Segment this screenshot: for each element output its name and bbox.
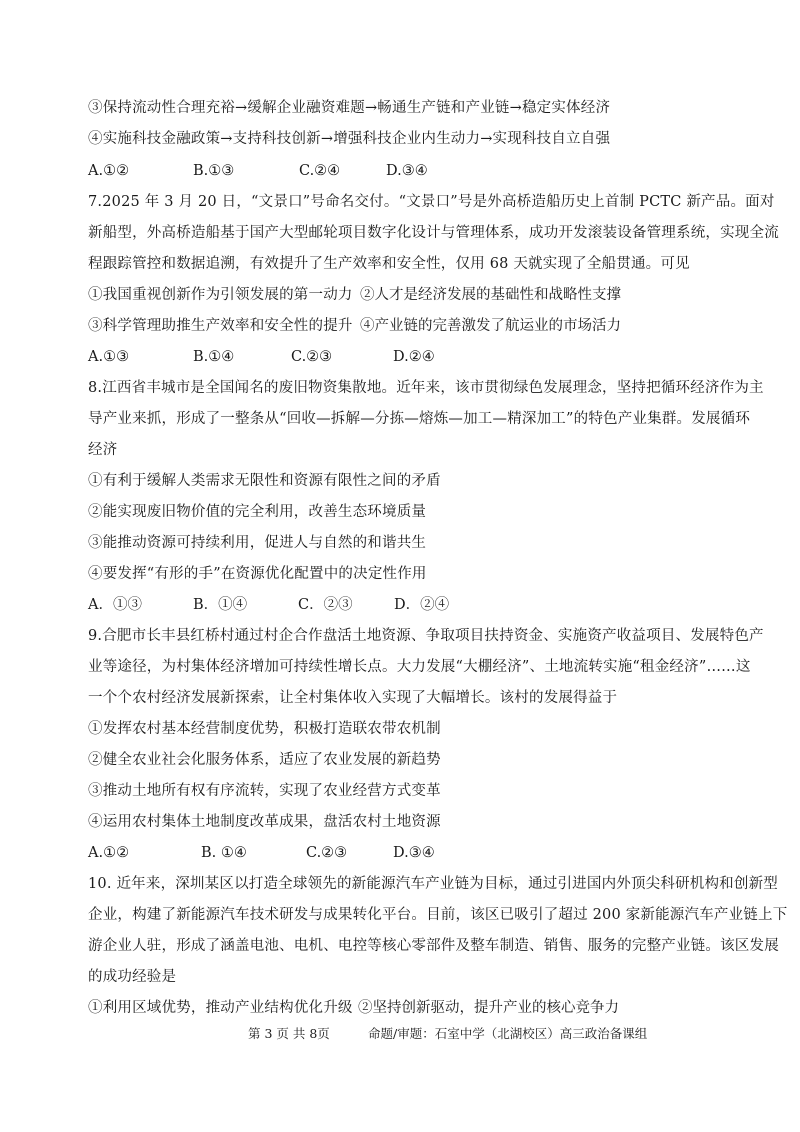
q9-stem-line-1: 9.合肥市长丰县红桥村通过村企合作盘活土地资源、争取项目扶持资金、实施资产收益项目、发展特色产 <box>88 628 764 644</box>
q7-option-b: B.①④ <box>193 349 235 365</box>
q8-statement-1: ①有利于缓解人类需求无限性和资源有限性之间的矛盾 <box>88 473 441 489</box>
q8-option-b: B．①④ <box>193 597 248 613</box>
q6-option-b: B.①③ <box>193 163 235 179</box>
q7-statement-4: ④产业链的完善激发了航运业的市场活力 <box>360 318 621 334</box>
q9-stem-line-3: 一个个农村经济发展新探索，让全村集体收入实现了大幅增长。该村的发展得益于 <box>88 690 618 706</box>
q10-stem-line-3: 游企业人驻，形成了涵盖电池、电机、电控等核心零部件及整车制造、销售、服务的完整产业链。该区发展 <box>88 938 779 954</box>
q7-stem-line-2: 新船型，外高桥造船基于国产大型邮轮项目数字化设计与管理体系，成功开发滚装设备管理系统，实现全流 <box>88 225 779 241</box>
q7-stem-line-3: 程跟踪管控和数据追溯，有效提升了生产效率和安全性，仅用 68 天就实现了全船贯通。可见 <box>88 256 690 272</box>
q9-statement-2: ②健全农业社会化服务体系，适应了农业发展的新趋势 <box>88 752 441 768</box>
q7-stem-line-1: 7.2025 年 3 月 20 日，“文景口”号命名交付。“文景口”号是外高桥造船历史上首制 PCTC 新产品。面对 <box>88 194 775 210</box>
q7-statement-2: ②人才是经济发展的基础性和战略性支撑 <box>360 287 621 303</box>
author-credit: 命题/审题：石室中学（北湖校区）高三政治备课组 <box>368 1026 648 1041</box>
q6-option-c: C.②④ <box>299 163 341 179</box>
q7-statement-1: ①我国重视创新作为引领发展的第一动力 <box>88 287 353 303</box>
page-number: 第 3 页 共 8页 <box>248 1026 330 1041</box>
q8-statement-3: ③能推动资源可持续利用，促进人与自然的和谐共生 <box>88 535 427 551</box>
q6-option-a: A.①② <box>88 163 130 179</box>
q9-statement-3: ③推动土地所有权有序流转，实现了农业经营方式变革 <box>88 783 441 799</box>
q10-stem-line-2: 企业，构建了新能源汽车技术研发与成果转化平台。目前，该区已吸引了超过 200 家新能源汽车产业链上下 <box>88 907 788 923</box>
q10-statement-1: ①利用区域优势，推动产业结构优化升级 <box>88 1000 353 1016</box>
q8-statement-4: ④要发挥“有形的手”在资源优化配置中的决定性作用 <box>88 566 427 582</box>
q8-stem-line-2: 导产业来抓，形成了一整条从“回收—拆解—分拣—熔炼—加工—精深加工”的特色产业集群。发展循环 <box>88 411 751 427</box>
q9-option-c: C.②③ <box>306 845 348 861</box>
q7-option-d: D.②④ <box>393 349 435 365</box>
q9-option-d: D.③④ <box>393 845 435 861</box>
q7-option-a: A.①③ <box>88 349 130 365</box>
q8-option-d: D．②④ <box>394 597 450 613</box>
q9-option-b: B. ①④ <box>201 845 247 861</box>
q7-statement-3: ③科学管理助推生产效率和安全性的提升 <box>88 318 353 334</box>
q8-stem-line-1: 8.江西省丰城市是全国闻名的废旧物资集散地。近年来，该市贯彻绿色发展理念，坚持把循环经济作为主 <box>88 380 764 396</box>
q9-stem-line-2: 业等途径，为村集体经济增加可持续性增长点。大力发展“大棚经济”、土地流转实施“租金经济”……这 <box>88 659 751 675</box>
q9-statement-1: ①发挥农村基本经营制度优势，积极打造联农带农机制 <box>88 721 441 737</box>
q6-statement-3: ③保持流动性合理充裕→缓解企业融资难题→畅通生产链和产业链→稳定实体经济 <box>88 100 611 116</box>
q8-option-a: A．①③ <box>88 597 142 613</box>
q6-statement-4: ④实施科技金融政策→支持科技创新→增强科技企业内生动力→实现科技自立自强 <box>88 131 611 147</box>
q6-option-d: D.③④ <box>386 163 428 179</box>
q8-stem-line-3: 经济 <box>88 442 118 458</box>
q10-stem-line-4: 的成功经验是 <box>88 969 177 985</box>
q8-statement-2: ②能实现废旧物价值的完全利用，改善生态环境质量 <box>88 504 427 520</box>
q9-option-a: A.①② <box>88 845 130 861</box>
q10-statement-2: ②坚持创新驱动，提升产业的核心竞争力 <box>358 1000 619 1016</box>
q8-option-c: C．②③ <box>298 597 353 613</box>
q10-stem-line-1: 10. 近年来，深圳某区以打造全球领先的新能源汽车产业链为目标，通过引进国内外顶尖科研机构和创新型 <box>88 876 778 892</box>
q7-option-c: C.②③ <box>291 349 333 365</box>
q9-statement-4: ④运用农村集体土地制度改革成果，盘活农村土地资源 <box>88 814 441 830</box>
